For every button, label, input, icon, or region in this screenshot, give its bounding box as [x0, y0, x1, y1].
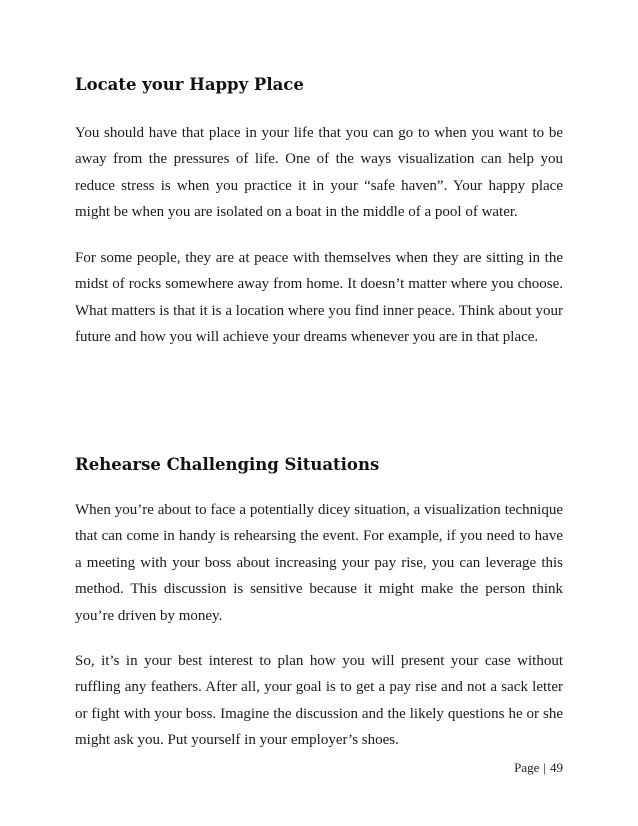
- page-footer: [514, 760, 563, 776]
- paragraph-rehearse-2: So, it’s in your best interest to plan how you will present your case without ruffling any feathers. After all, your goal is to get a pay rise and not a sack letter or fight with your boss. Imagine the discussion and the likely questions he or she might ask you. Put yourself in your employer’s shoes.: [75, 653, 563, 749]
- page-label: Page: [514, 760, 540, 775]
- section-heading-rehearse: Rehearse Challenging Situations: [75, 455, 380, 474]
- page-separator: |: [543, 760, 546, 775]
- page-number: 49: [550, 760, 563, 775]
- section-heading-happy-place: Locate your Happy Place: [75, 75, 304, 94]
- paragraph-rehearse-1: When you’re about to face a potentially dicey situation, a visualization technique that can come in handy is rehearsing the event. For example, if you need to have a meeting with your boss about increasing your pay rise, you can leverage this method. This discussion is sensitive because it might make the person think you’re driven by money.: [75, 502, 563, 624]
- paragraph-happy-place-1: You should have that place in your life that you can go to when you want to be away from the pressures of life. One of the ways visualization can help you reduce stress is when you practice it in your “safe haven”. Your happy place might be when you are isolated on a boat in the middle of a pool of water.: [75, 125, 563, 221]
- paragraph-happy-place-2: For some people, they are at peace with themselves when they are sitting in the midst of rocks somewhere away from home. It doesn’t matter where you choose. What matters is that it is a location where you find inner peace. Think about your future and how you will achieve your dreams whenever you are in that place.: [75, 250, 563, 346]
